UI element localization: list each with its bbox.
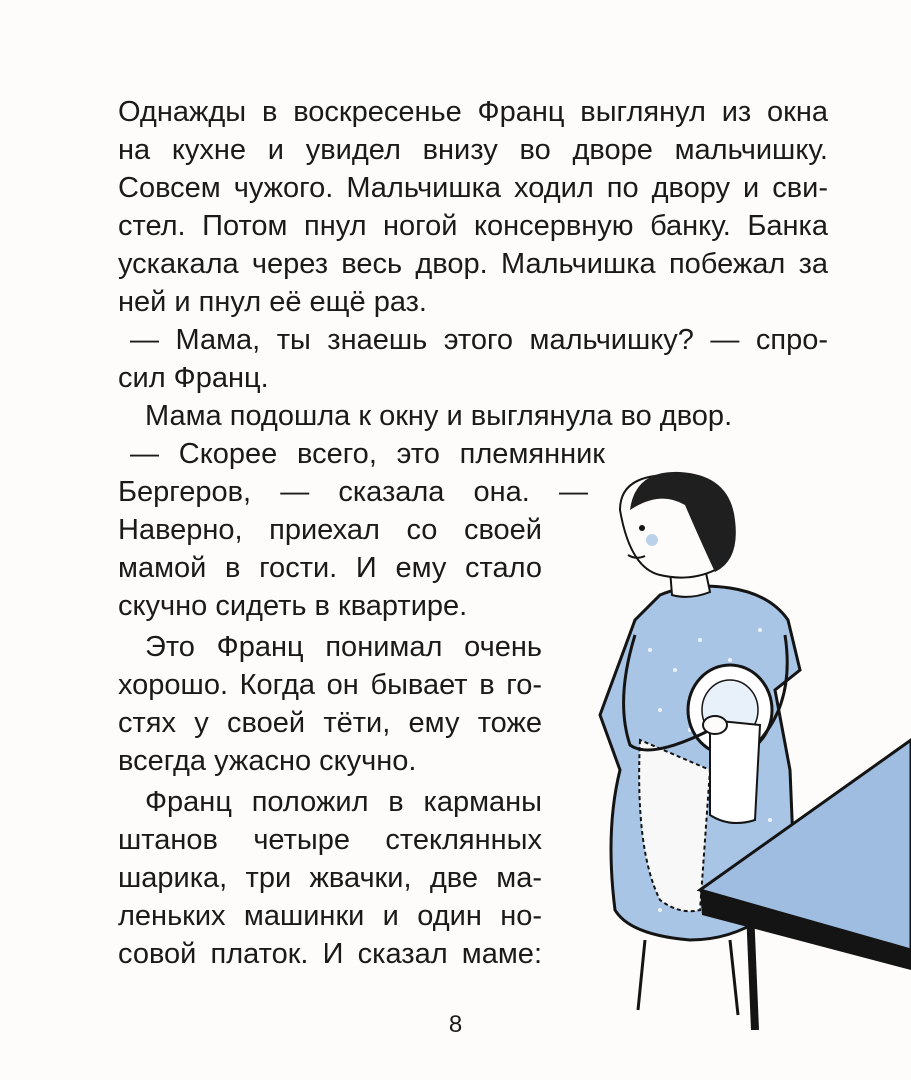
towel-drawing [710, 720, 760, 823]
text-line: Мама подошла к окну и выглянула во двор. [145, 400, 733, 432]
text-line: Наверно, приехал со своей [118, 514, 542, 546]
text-line: мамой в гости. И ему стало [118, 552, 542, 584]
text-line: леньких машинки и один но- [118, 900, 542, 932]
text-line: Франц положил в карманы [145, 786, 542, 818]
text-line: на кухне и увидел внизу во дворе мальчишку. [118, 134, 828, 166]
text-line: — Скорее всего, это племянник [130, 438, 605, 470]
text-line: штанов четыре стеклянных [118, 824, 542, 856]
text-line: Совсем чужого. Мальчишка ходил по двору и сви- [118, 172, 828, 204]
text-line: сил Франц. [118, 362, 269, 394]
text-line: ней и пнул её ещё раз. [118, 286, 427, 318]
legs-drawing [638, 940, 738, 1015]
text-line: скучно сидеть в квартире. [118, 590, 468, 622]
text-line: Однажды в воскресенье Франц выглянул из окна [118, 96, 828, 128]
text-line: хорошо. Когда он бывает в го- [118, 669, 542, 701]
text-line: — Мама, ты знаешь этого мальчишку? — спро- [130, 324, 828, 356]
text-line: стел. Потом пнул ногой консервную банку. Банка [118, 210, 828, 242]
text-line: совой платок. И сказал маме: [118, 938, 542, 970]
text-line: стях у своей тёти, ему тоже [118, 707, 542, 739]
head-drawing [620, 472, 736, 578]
page-number: 8 [448, 1011, 463, 1038]
text-line: ускакала через весь двор. Мальчишка побежал за [118, 248, 828, 280]
text-line: всегда ужасно скучно. [118, 745, 417, 777]
text-line: Бергеров, — сказала она. — [118, 476, 588, 508]
text-line: Это Франц понимал очень [145, 631, 542, 663]
woman-drying-plate-illustration [590, 470, 911, 1030]
text-line: шарика, три жвачки, две ма- [118, 862, 542, 894]
